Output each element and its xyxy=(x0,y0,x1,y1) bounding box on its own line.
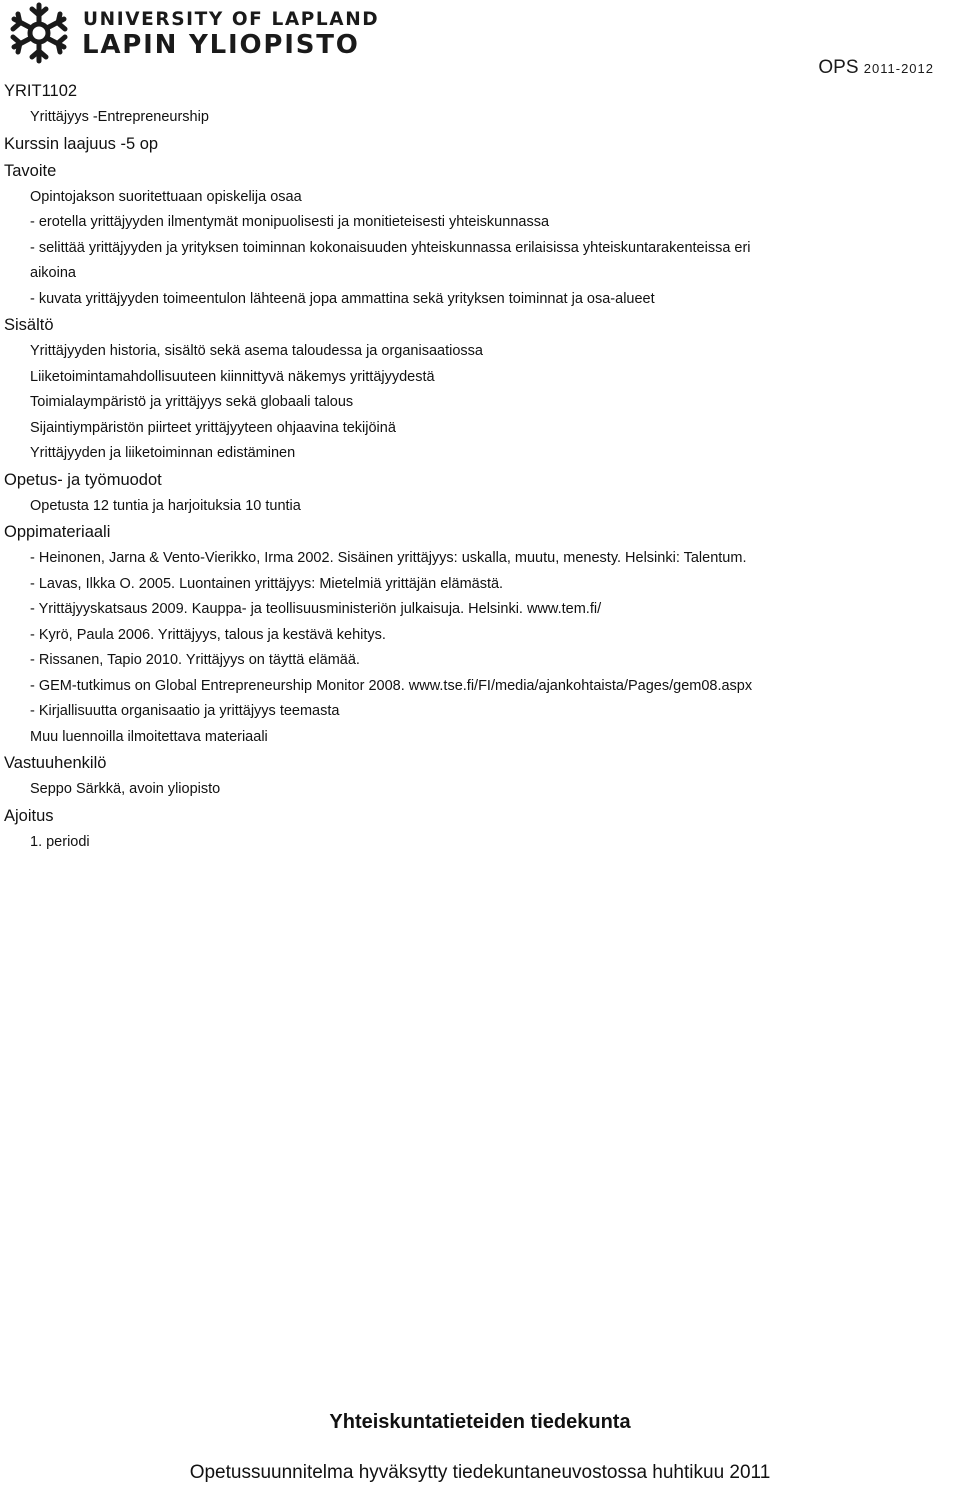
sisalto-line: Yrittäjyyden historia, sisältö sekä asema taloudessa ja organisaatiossa xyxy=(30,343,483,359)
tavoite-line: Opintojakson suoritettuaan opiskelija osaa xyxy=(30,188,302,205)
oppimateriaali-line: - Kirjallisuutta organisaatio ja yrittäjyys teemasta xyxy=(30,703,340,719)
tavoite-line: - kuvata yrittäjyyden toimeentulon lähteenä jopa ammattina sekä yrityksen toiminnat ja osa-alueet xyxy=(30,290,655,307)
tavoite-line: aikoina xyxy=(30,265,76,281)
university-logo xyxy=(4,2,380,64)
ops-label: OPS xyxy=(818,57,859,78)
vastuuhenkilo-line: Seppo Särkkä, avoin yliopisto xyxy=(30,781,221,797)
ops-years: 2011-2012 xyxy=(863,61,934,76)
tavoite-line: - erotella yrittäjyyden ilmentymät monipuolisesti ja monitieteisesti yhteiskunnassa xyxy=(30,214,550,230)
course-name: Yrittäjyys -Entrepreneurship xyxy=(30,109,209,125)
sisalto-line: Toimialaympäristö ja yrittäjyys sekä globaali talous xyxy=(30,394,354,410)
snowflake-logo-icon xyxy=(4,2,74,64)
oppimateriaali-line: - Kyrö, Paula 2006. Yrittäjyys, talous ja kestävä kehitys. xyxy=(30,626,386,643)
oppimateriaali-line: - Yrittäjyyskatsaus 2009. Kauppa- ja teollisuusministeriön julkaisuja. Helsinki. www.tem.fi/ xyxy=(30,601,602,617)
faculty-name: Yhteiskuntatieteiden tiedekunta xyxy=(329,1411,631,1433)
course-code: YRIT1102 xyxy=(4,82,78,100)
course-description xyxy=(0,78,960,855)
section-heading-sisalto: Sisältö xyxy=(4,316,54,334)
approval-note: Opetussuunnitelma hyväksytty tiedekuntaneuvostossa huhtikuu 2011 xyxy=(189,1462,771,1483)
oppimateriaali-line: - Rissanen, Tapio 2010. Yrittäjyys on täyttä elämää. xyxy=(30,652,360,668)
section-heading-vastuuhenkilo: Vastuuhenkilö xyxy=(4,754,107,772)
university-name-fi: LAPIN YLIOPISTO xyxy=(82,30,360,60)
course-scope: Kurssin laajuus -5 op xyxy=(4,134,159,153)
section-heading-tavoite: Tavoite xyxy=(4,161,57,180)
sisalto-line: Yrittäjyyden ja liiketoiminnan edistäminen xyxy=(30,445,296,461)
oppimateriaali-line: - GEM-tutkimus on Global Entrepreneurship Monitor 2008. www.tse.fi/FI/media/ajankohtaista/Pages/gem08.aspx xyxy=(30,677,753,694)
sisalto-line: Sijaintiympäristön piirteet yrittäjyyteen ohjaavina tekijöinä xyxy=(30,419,396,436)
sisalto-line: Liiketoimintamahdollisuuteen kiinnittyvä näkemys yrittäjyydestä xyxy=(30,368,435,385)
university-name-en: UNIVERSITY OF LAPLAND xyxy=(83,9,380,30)
tavoite-line: - selittää yrittäjyyden ja yrityksen toiminnan kokonaisuuden yhteiskunnassa erilaisissa yhteiskuntarakenteissa eri xyxy=(30,239,751,256)
opetusmuodot-line: Opetusta 12 tuntia ja harjoituksia 10 tuntia xyxy=(30,497,301,514)
section-heading-ajoitus: Ajoitus xyxy=(4,806,54,825)
curriculum-label xyxy=(818,57,934,79)
oppimateriaali-line: - Lavas, Ilkka O. 2005. Luontainen yrittäjyys: Mietelmiä yrittäjän elämästä. xyxy=(30,575,504,592)
section-heading-opetusmuodot: Opetus- ja työmuodot xyxy=(4,470,162,489)
oppimateriaali-line: - Heinonen, Jarna & Vento-Vierikko, Irma 2002. Sisäinen yrittäjyys: uskalla, muutu, menesty. Helsinki: Talentum. xyxy=(30,550,747,566)
ajoitus-line: 1. periodi xyxy=(30,833,90,850)
section-heading-oppimateriaali: Oppimateriaali xyxy=(4,523,111,541)
oppimateriaali-line: Muu luennoilla ilmoitettava materiaali xyxy=(30,728,268,745)
